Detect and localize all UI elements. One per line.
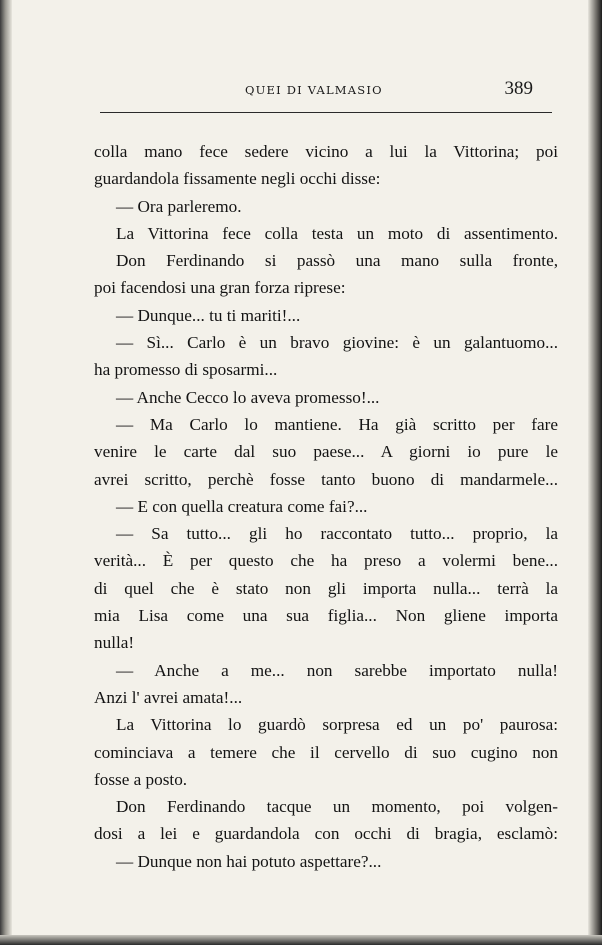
text-line: dosi a lei e guardandola con occhi di bragia, esclamò: — [94, 824, 558, 844]
running-head — [100, 78, 555, 108]
text-line: fosse a posto. — [94, 769, 188, 789]
text-line: guardandola fissamente negli occhi disse: — [94, 169, 381, 189]
text-line: — Anche Cecco lo aveva promesso!... — [116, 387, 380, 407]
text-line: ha promesso di sposarmi... — [94, 360, 278, 380]
text-line: cominciava a temere che il cervello di suo cugino non — [94, 742, 558, 762]
text-line: mia Lisa come una sua figlia... Non gliene importa — [94, 606, 558, 626]
text-line: poi facendosi una gran forza riprese: — [94, 278, 346, 298]
text-line: — Anche a me... non sarebbe importato nulla! — [116, 660, 558, 680]
text-line: La Vittorina lo guardò sorpresa ed un po' paurosa: — [116, 715, 558, 735]
text-line: avrei scritto, perchè fosse tanto buono di mandarmele... — [94, 469, 558, 489]
page-right-edge — [588, 0, 602, 945]
text-line: — Dunque... tu ti mariti!... — [116, 305, 301, 325]
text-line: di quel che è stato non gli importa nulla... terrà la — [94, 578, 558, 598]
page-bottom-edge — [0, 935, 602, 945]
page-left-edge — [0, 0, 12, 945]
text-line: venire le carte dal suo paese... A giorni io pure le — [94, 442, 558, 462]
body-text — [94, 138, 558, 875]
text-line: La Vittorina fece colla testa un moto di assentimento. — [116, 223, 558, 243]
text-line: verità... È per questo che ha preso a volermi bene... — [94, 551, 558, 571]
text-line: — Sa tutto... gli ho raccontato tutto... proprio, la — [116, 524, 558, 544]
text-line: — E con quella creatura come fai?... — [116, 496, 368, 516]
text-line: Don Ferdinando tacque un momento, poi volgen- — [116, 797, 558, 817]
header-rule — [100, 112, 552, 113]
text-line: — Dunque non hai potuto aspettare?... — [116, 851, 382, 871]
text-line: — Ora parleremo. — [116, 196, 242, 216]
text-line: Don Ferdinando si passò una mano sulla fronte, — [116, 251, 558, 271]
text-line: — Ma Carlo lo mantiene. Ha già scritto per fare — [116, 414, 558, 434]
page-number: 389 — [504, 78, 533, 99]
running-title: QUEI DI VALMASIO — [245, 83, 383, 97]
text-line: — Sì... Carlo è un bravo giovine: è un galantuomo... — [116, 333, 558, 353]
text-line: Anzi l' avrei amata!... — [94, 687, 243, 707]
text-line: colla mano fece sedere vicino a lui la Vittorina; poi — [94, 142, 558, 161]
text-line: nulla! — [94, 633, 135, 653]
